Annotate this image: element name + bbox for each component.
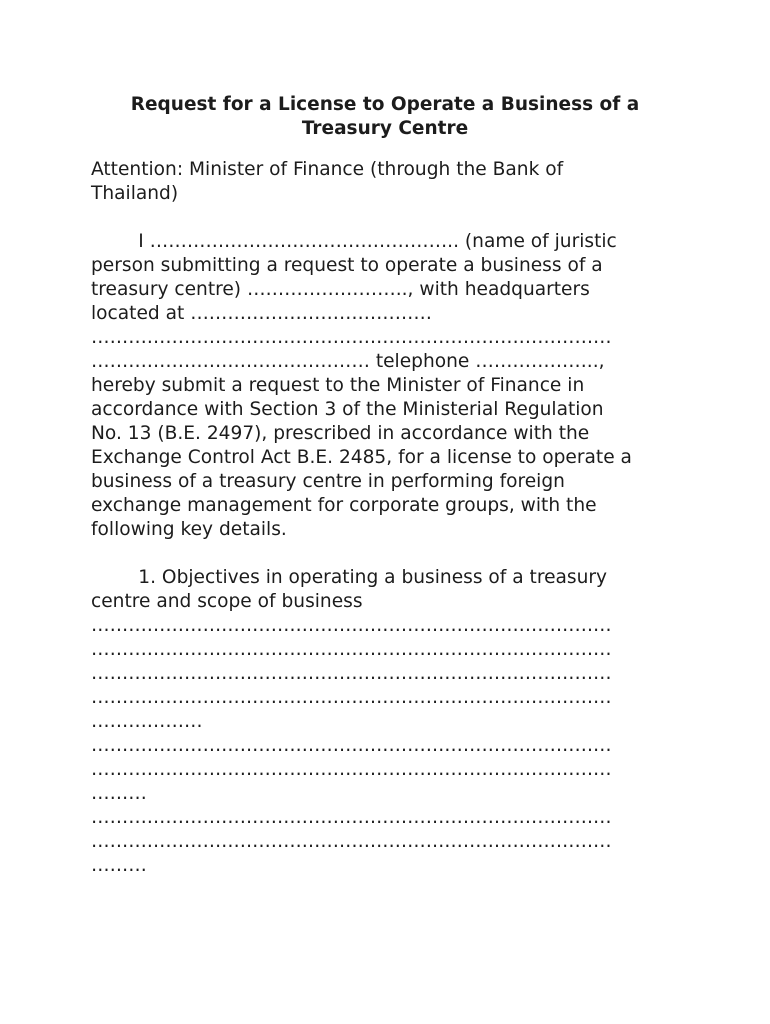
request-line-11: business of a treasury centre in performing foreign <box>91 471 565 492</box>
request-line-10: Exchange Control Act B.E. 2485, for a license to operate a <box>91 447 632 468</box>
request-line-1: I ………………………………………….. (name of juristic <box>91 231 617 252</box>
request-line-12: exchange management for corporate groups, with the <box>91 495 597 516</box>
title-line-2: Treasury Centre <box>301 118 469 139</box>
section-1-heading-line-2: centre and scope of business <box>91 591 363 612</box>
section-1-heading-line-1: 1. Objectives in operating a business of a treasury <box>91 567 608 588</box>
title-line-1: Request for a License to Operate a Business of a <box>130 94 640 115</box>
request-line-8: accordance with Section 3 of the Ministerial Regulation <box>91 399 604 420</box>
request-line-7: hereby submit a request to the Minister of Finance in <box>91 375 585 396</box>
request-line-2: person submitting a request to operate a business of a <box>91 255 603 276</box>
fill-line-10: ………………………………………………………………………… <box>91 831 612 852</box>
fill-line-2: ………………………………………………………………………… <box>91 639 612 660</box>
attention-line-2: Thailand) <box>91 183 179 204</box>
request-line-5: ………………………………………………………………………… <box>91 327 612 348</box>
fill-line-5: ……………… <box>91 711 203 732</box>
request-line-9: No. 13 (B.E. 2497), prescribed in accordance with the <box>91 423 590 444</box>
request-line-4: located at ………………………………… <box>91 303 432 324</box>
fill-line-3: ………………………………………………………………………… <box>91 663 612 684</box>
document-title <box>95 93 675 141</box>
request-line-3: treasury centre) …………………….., with headquarters <box>91 279 590 300</box>
fill-line-1: ………………………………………………………………………… <box>91 615 612 636</box>
fill-line-11: ……… <box>91 855 147 876</box>
request-line-13: following key details. <box>91 519 287 540</box>
fill-line-9: ………………………………………………………………………… <box>91 807 612 828</box>
fill-line-6: ………………………………………………………………………… <box>91 735 612 756</box>
request-line-6: ……………………………………… telephone ……………….., <box>91 351 605 372</box>
attention-line-1: Attention: Minister of Finance (through the Bank of <box>91 159 564 180</box>
fill-line-7: ………………………………………………………………………… <box>91 759 612 780</box>
fill-line-4: ………………………………………………………………………… <box>91 687 612 708</box>
fill-line-8: ……… <box>91 783 147 804</box>
